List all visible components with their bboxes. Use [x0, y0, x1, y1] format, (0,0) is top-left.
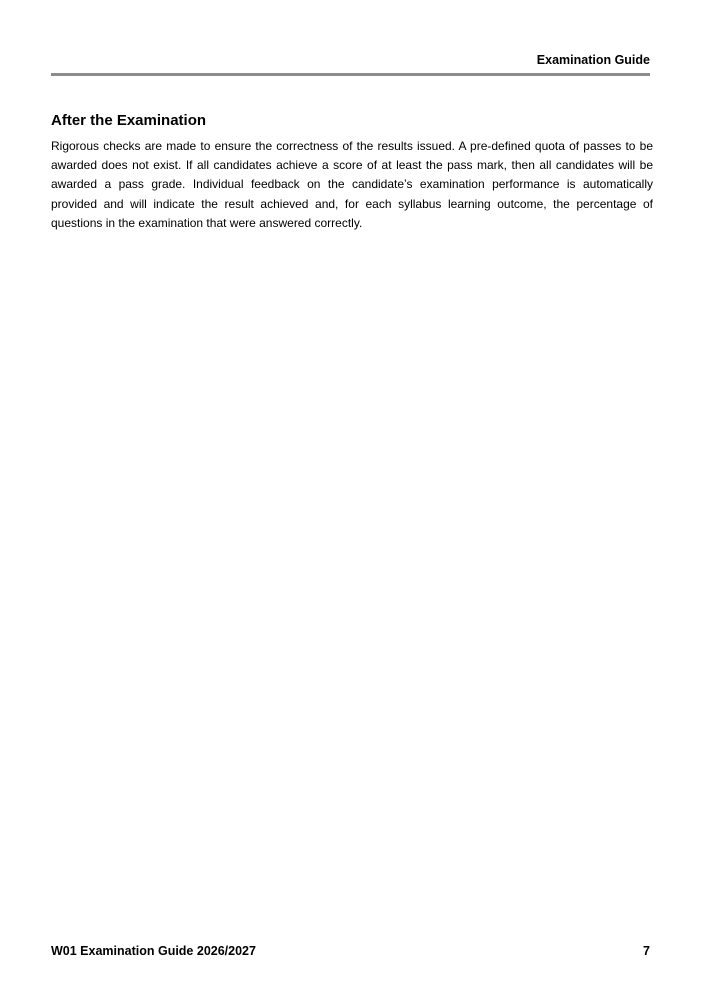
section-body-paragraph: Rigorous checks are made to ensure the correctness of the results issued. A pre-defined quota of passes to be awarded does not exist. If all candidates achieve a score of at least the pass mark, then all candidates will be awarded a pass grade. Individual feedback on the candidate’s examination performance is automatically provided and will indicate the result achieved and, for each syllabus learning outcome, the percentage of questions in the examination that were answered correctly.: [51, 139, 653, 230]
running-header-title: Examination Guide: [536, 53, 650, 67]
footer-document-title: W01 Examination Guide 2026/2027: [51, 944, 256, 958]
header-divider: [51, 73, 650, 76]
footer-page-number: 7: [643, 944, 650, 958]
section-heading: After the Examination: [51, 112, 207, 129]
